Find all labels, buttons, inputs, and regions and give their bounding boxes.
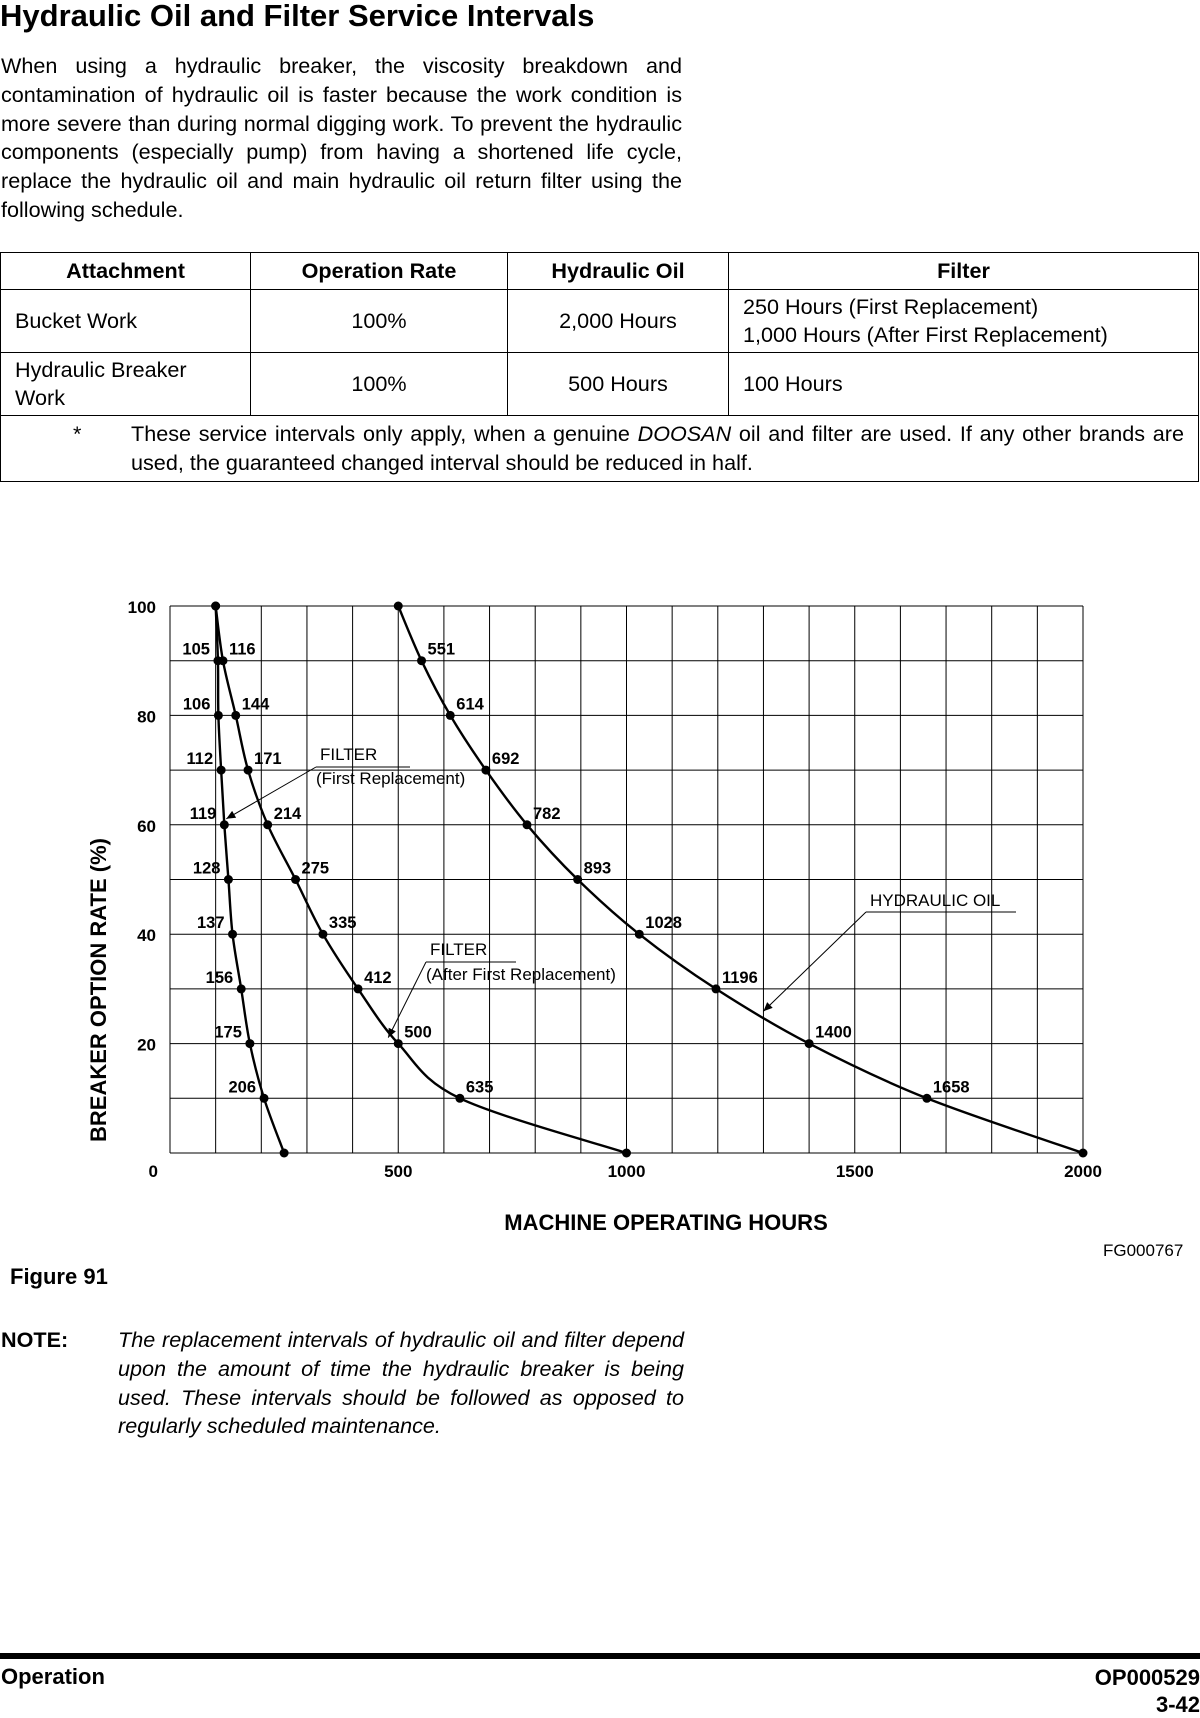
cell-rate: 100% (251, 353, 508, 416)
chart-point-labels (182, 641, 969, 1097)
footnote-text (131, 420, 1184, 477)
data-point (280, 1149, 289, 1158)
data-label: 412 (364, 968, 392, 987)
data-point (263, 820, 272, 829)
note-text: The replacement intervals of hydraulic oil and filter depend upon the amount of time the hydraulic breaker is being used. These intervals should be followed as opposed to regularly scheduled maintenance. (118, 1327, 684, 1439)
data-point (291, 875, 300, 884)
cell-attachment-line-1: Hydraulic Breaker (15, 357, 187, 382)
footer-section: Operation (1, 1664, 105, 1689)
data-label: 551 (427, 640, 456, 659)
data-point (573, 875, 582, 884)
figure-label: Figure 91 (10, 1264, 108, 1289)
data-label: 214 (273, 804, 302, 823)
data-label: 1196 (721, 968, 758, 987)
data-label: 335 (328, 914, 357, 933)
cell-rate: 100% (251, 290, 508, 353)
data-point (231, 711, 240, 720)
cell-attachment: Bucket Work (1, 290, 251, 353)
data-point (635, 930, 644, 939)
data-point (455, 1094, 464, 1103)
data-point (417, 656, 426, 665)
data-label: 105 (182, 640, 210, 659)
data-point (228, 930, 237, 939)
data-point (217, 766, 226, 775)
footer-doc-id: OP000529 (1094, 1665, 1200, 1690)
chart-annotations (226, 745, 1016, 1038)
service-interval-chart (0, 580, 1200, 1280)
annotation-subtitle: (After First Replacement) (426, 965, 616, 984)
footer-page-number: 3-42 (1155, 1692, 1200, 1717)
cell-oil: 500 Hours (508, 353, 729, 416)
data-point (622, 1149, 631, 1158)
data-point (922, 1094, 931, 1103)
table-row (1, 353, 1199, 416)
data-label: 893 (583, 859, 612, 878)
data-label: 119 (189, 804, 217, 823)
data-label: 275 (301, 859, 330, 878)
data-point (394, 602, 403, 611)
data-point (245, 1039, 254, 1048)
data-label: 137 (197, 914, 225, 933)
data-point (1079, 1149, 1088, 1158)
figure-code: FG000767 (1103, 1241, 1184, 1260)
data-label: 144 (241, 695, 270, 714)
y-tick-label: 60 (137, 816, 156, 836)
annotation-subtitle: (First Replacement) (316, 769, 466, 788)
header-attachment: Attachment (1, 253, 251, 290)
x-tick-label: 500 (384, 1162, 413, 1181)
y-tick-label: 80 (137, 707, 156, 727)
y-tick-label: 20 (137, 1035, 156, 1055)
header-hydraulic-oil: Hydraulic Oil (508, 253, 729, 290)
x-tick-label: 0 (148, 1162, 158, 1181)
data-label: 175 (214, 1023, 242, 1042)
annotation-title: FILTER (320, 745, 378, 764)
footer-rule (0, 1653, 1200, 1659)
table-header-row (1, 253, 1199, 290)
table-row (1, 290, 1199, 353)
data-label: 206 (228, 1078, 257, 1097)
data-label: 1028 (645, 914, 683, 933)
y-axis-label: BREAKER OPTION RATE (%) (86, 838, 111, 1142)
x-axis-label: MACHINE OPERATING HOURS (504, 1210, 828, 1235)
annotation-title: HYDRAULIC OIL (870, 891, 1001, 910)
data-label: 1400 (815, 1023, 852, 1042)
data-label: 116 (228, 640, 256, 659)
data-label: 106 (182, 695, 211, 714)
data-label: 692 (491, 750, 520, 769)
header-operation-rate: Operation Rate (251, 253, 508, 290)
data-point (522, 820, 531, 829)
note-label: NOTE: (1, 1327, 69, 1352)
page-title: Hydraulic Oil and Filter Service Intervals (0, 0, 595, 33)
data-point (394, 1039, 403, 1048)
data-label: 782 (532, 804, 561, 823)
data-point (354, 984, 363, 993)
brand-name: DOOSAN (637, 421, 732, 446)
data-point (805, 1039, 814, 1048)
data-point (211, 602, 220, 611)
data-point (220, 820, 229, 829)
table-footnote (1, 416, 1199, 482)
data-label: 1658 (932, 1078, 970, 1097)
data-label: 128 (192, 859, 221, 878)
data-point (218, 656, 227, 665)
table-footnote-row (1, 416, 1199, 482)
footer-page-info (1095, 1664, 1200, 1718)
annotation-leader (763, 912, 866, 1011)
data-label: 171 (254, 750, 282, 769)
data-point (711, 984, 720, 993)
annotation-title: FILTER (430, 940, 488, 959)
data-point (237, 984, 246, 993)
header-filter: Filter (729, 253, 1199, 290)
data-label: 156 (205, 968, 234, 987)
data-point (244, 766, 253, 775)
data-point (318, 930, 327, 939)
cell-oil: 2,000 Hours (508, 290, 729, 353)
y-tick-label: 100 (127, 598, 156, 617)
annotation-arrowhead (226, 811, 236, 819)
data-point (446, 711, 455, 720)
data-point (260, 1094, 269, 1103)
data-point (481, 766, 490, 775)
cell-filter (729, 290, 1199, 353)
data-point (224, 875, 233, 884)
data-label: 635 (465, 1078, 494, 1097)
annotation-leader (226, 767, 316, 819)
data-label: 614 (456, 695, 484, 714)
x-tick-label: 2000 (1064, 1162, 1102, 1181)
data-label: 500 (404, 1023, 432, 1042)
service-interval-table (0, 252, 1199, 482)
cell-filter-line-1: 250 Hours (First Replacement) (743, 294, 1039, 319)
x-tick-label: 1000 (607, 1162, 646, 1181)
footnote-text-before: These service intervals only apply, when a genuine (131, 421, 638, 446)
y-tick-label: 40 (137, 926, 156, 946)
cell-filter-line-2: 1,000 Hours (After First Replacement) (743, 322, 1108, 347)
chart-grid (170, 606, 1083, 1153)
intro-paragraph: When using a hydraulic breaker, the viscosity breakdown and contamination of hydraulic oil is faster because the work condition is more severe than during normal digging work. To prevent the hydraulic components (especially pump) from having a shortened life cycle, replace the hydraulic oil and main hydraulic oil return filter using the following schedule. (1, 53, 682, 222)
footnote-mark: * (73, 421, 82, 446)
note (1, 1326, 684, 1441)
cell-filter: 100 Hours (729, 353, 1199, 416)
cell-attachment (1, 353, 251, 416)
data-point (214, 711, 223, 720)
cell-attachment-line-2: Work (15, 385, 65, 410)
data-label: 112 (186, 750, 214, 769)
x-tick-label: 1500 (835, 1162, 874, 1181)
footnote-text-after: oil and filter are used. If any other brands are used, the guaranteed changed interval should be reduced in half. (131, 421, 1184, 475)
